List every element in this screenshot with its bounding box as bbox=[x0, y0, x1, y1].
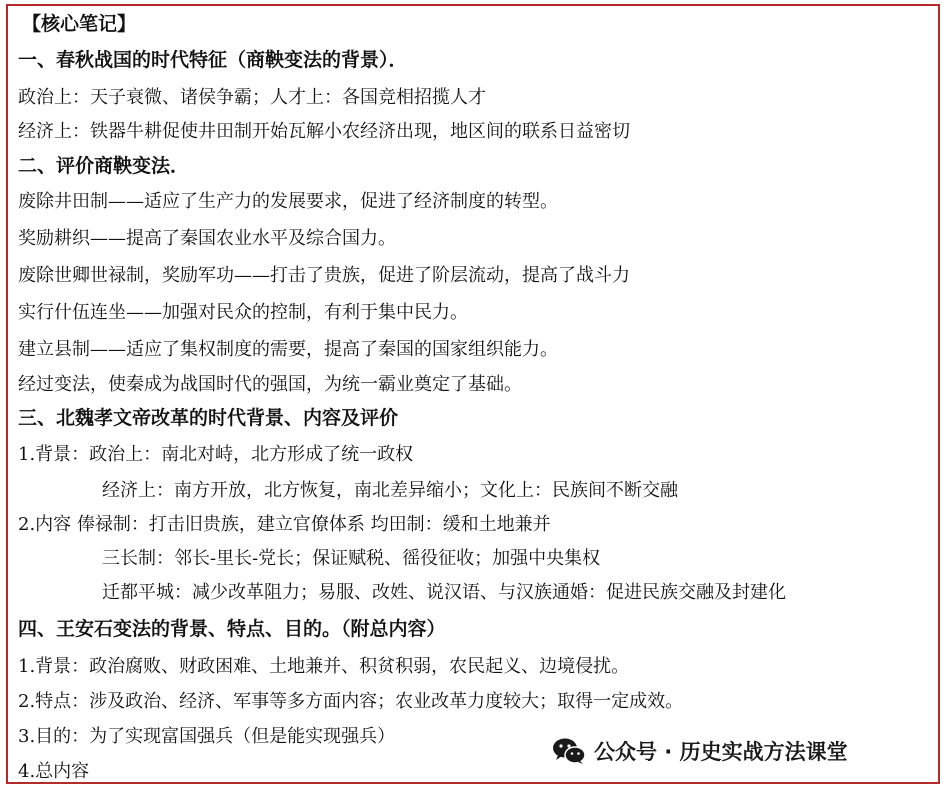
section-3-heading: 三、北魏孝文帝改革的时代背景、内容及评价 bbox=[18, 407, 399, 429]
section-3-line-4: 三长制：邻长-里长-党长；保证赋税、徭役征收；加强中央集权 bbox=[102, 548, 601, 569]
section-1-line-2: 经济上：铁器牛耕促使井田制开始瓦解小农经济出现，地区间的联系日益密切 bbox=[18, 121, 630, 142]
wechat-watermark bbox=[552, 736, 848, 766]
section-1-line-1: 政治上：天子衰微、诸侯争霸；人才上：各国竞相招揽人才 bbox=[18, 87, 486, 108]
section-2-line-6: 经过变法，使秦成为战国时代的强国，为统一霸业奠定了基础。 bbox=[18, 374, 522, 395]
section-2-line-4: 实行什伍连坐——加强对民众的控制，有利于集中民力。 bbox=[18, 302, 468, 323]
section-4-heading: 四、王安石变法的背景、特点、目的。（附总内容） bbox=[18, 618, 446, 640]
section-3-line-3: 2.内容 俸禄制：打击旧贵族，建立官僚体系 均田制：缓和土地兼并 bbox=[18, 514, 551, 535]
section-2-line-2: 奖励耕织——提高了秦国农业水平及综合国力。 bbox=[18, 228, 396, 249]
section-4-line-1: 1.背景：政治腐败、财政困难、土地兼并、积贫积弱，农民起义、边境侵扰。 bbox=[18, 656, 630, 677]
section-1-heading: 一、春秋战国的时代特征（商鞅变法的背景）． bbox=[18, 49, 408, 71]
section-3-line-5: 迁都平城：减少改革阻力；易服、改姓、说汉语、与汉族通婚：促进民族交融及封建化 bbox=[102, 582, 786, 603]
section-2-line-3: 废除世卿世禄制，奖励军功——打击了贵族，促进了阶层流动，提高了战斗力 bbox=[18, 265, 630, 286]
watermark-text: 公众号 · 历史实战方法课堂 bbox=[594, 740, 848, 764]
section-4-line-2: 2.特点：涉及政治、经济、军事等多方面内容；农业改革力度较大；取得一定成效。 bbox=[18, 691, 684, 712]
section-2-heading: 二、评价商鞅变法． bbox=[18, 155, 190, 177]
section-4-line-4: 4.总内容 bbox=[18, 761, 90, 782]
section-4-line-3: 3.目的：为了实现富国强兵（但是能实现强兵） bbox=[18, 726, 396, 747]
notes-title: 【核心笔记】 bbox=[22, 13, 137, 35]
section-3-line-2: 经济上：南方开放，北方恢复，南北差异缩小；文化上：民族间不断交融 bbox=[102, 480, 678, 501]
section-3-line-1: 1.背景：政治上：南北对峙，北方形成了统一政权 bbox=[18, 444, 414, 465]
notes-page bbox=[6, 4, 940, 784]
section-2-line-5: 建立县制——适应了集权制度的需要，提高了秦国的国家组织能力。 bbox=[18, 339, 558, 360]
section-2-line-1: 废除井田制——适应了生产力的发展要求，促进了经济制度的转型。 bbox=[18, 191, 558, 212]
wechat-icon bbox=[552, 737, 586, 765]
